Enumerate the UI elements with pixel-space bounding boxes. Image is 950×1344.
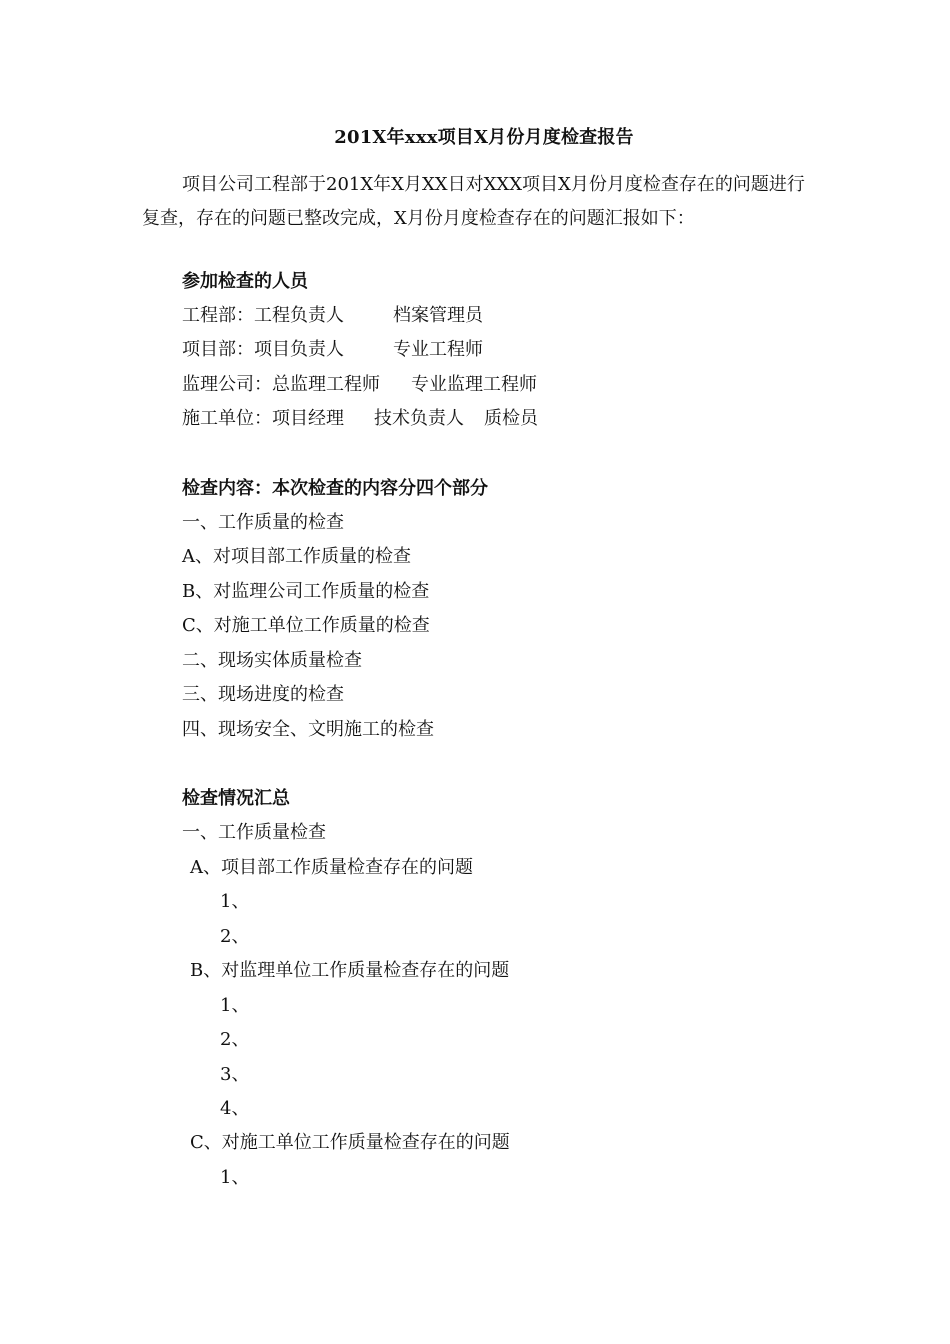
summary-item: 2、 bbox=[220, 1029, 250, 1050]
participant-row bbox=[182, 336, 483, 364]
participant-role: 档案管理员 bbox=[393, 305, 483, 326]
participant-row bbox=[182, 371, 537, 399]
participant-org: 工程部： bbox=[182, 305, 254, 326]
participant-role: 总监理工程师 bbox=[272, 374, 380, 395]
summary-item: 4、 bbox=[220, 1098, 250, 1119]
summary-item: 1、 bbox=[220, 995, 250, 1016]
content-item: 二、现场实体质量检查 bbox=[182, 650, 362, 671]
participant-org: 项目部： bbox=[182, 339, 254, 360]
participant-role: 项目负责人 bbox=[254, 339, 344, 360]
summary-group-label: C、对施工单位工作质量检查存在的问题 bbox=[190, 1132, 510, 1153]
participant-role: 专业工程师 bbox=[393, 339, 483, 360]
summary-item: 3、 bbox=[220, 1064, 250, 1085]
participant-role: 专业监理工程师 bbox=[411, 374, 537, 395]
participant-role: 质检员 bbox=[484, 408, 538, 429]
participant-role: 技术负责人 bbox=[374, 408, 464, 429]
summary-item: 2、 bbox=[220, 926, 250, 947]
summary-group-label: A、项目部工作质量检查存在的问题 bbox=[190, 857, 473, 878]
participant-org: 施工单位： bbox=[182, 408, 272, 429]
summary-heading: 检查情况汇总 bbox=[182, 788, 290, 809]
report-title: 201X年xxx项目X月份月度检查报告 bbox=[334, 127, 634, 148]
summary-item: 1、 bbox=[220, 1167, 250, 1188]
content-item: 三、现场进度的检查 bbox=[182, 684, 344, 705]
participant-row bbox=[182, 405, 538, 433]
participant-role: 工程负责人 bbox=[254, 305, 344, 326]
content-item: C、对施工单位工作质量的检查 bbox=[182, 615, 430, 636]
content-item: A、对项目部工作质量的检查 bbox=[182, 546, 411, 567]
participants-heading: 参加检查的人员 bbox=[182, 271, 308, 292]
participant-org: 监理公司： bbox=[182, 374, 272, 395]
summary-item: 1、 bbox=[220, 891, 250, 912]
participant-row bbox=[182, 302, 483, 330]
summary-section: 一、工作质量检查 bbox=[182, 822, 326, 843]
content-item: 一、工作质量的检查 bbox=[182, 512, 344, 533]
content-item: B、对监理公司工作质量的检查 bbox=[182, 581, 430, 602]
content-item: 四、现场安全、文明施工的检查 bbox=[182, 719, 434, 740]
summary-group-label: B、对监理单位工作质量检查存在的问题 bbox=[190, 960, 510, 981]
intro-paragraph: 项目公司工程部于201X年X月XX日对XXX项目X月份月度检查存在的问题进行复查，存在的问题已整改完成，X月份月度检查存在的问题汇报如下： bbox=[142, 174, 805, 229]
content-heading: 检查内容：本次检查的内容分四个部分 bbox=[182, 478, 488, 499]
participant-role: 项目经理 bbox=[272, 408, 344, 429]
